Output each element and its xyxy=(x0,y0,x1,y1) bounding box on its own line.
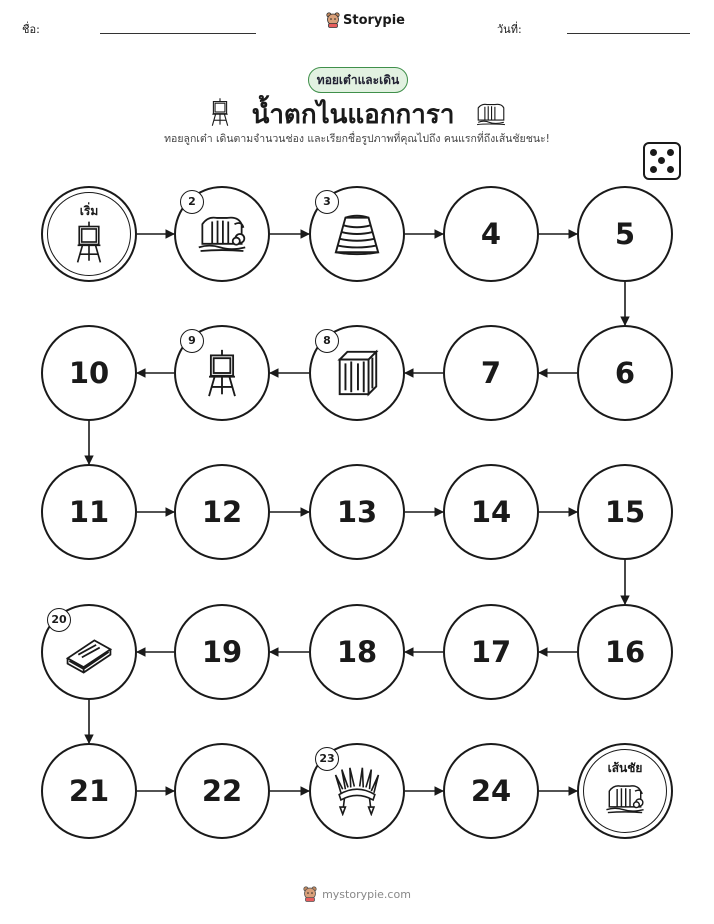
board-cell-15 xyxy=(577,464,673,560)
stone-block-icon xyxy=(332,348,382,398)
cell-number: 14 xyxy=(470,495,512,529)
board-cell-13 xyxy=(309,464,405,560)
easel-icon xyxy=(69,220,109,264)
instructions: ทอยลูกเต๋า เดินตามจำนวนช่อง และเรียกชื่อรูปภาพที่คุณไปถึง คนแรกที่ถึงเส้นชัยชนะ! xyxy=(164,133,550,145)
cell-number-badge: 2 xyxy=(180,190,204,214)
waterfall-icon xyxy=(605,777,645,821)
board-cell-24 xyxy=(443,743,539,839)
cell-number-badge: 9 xyxy=(180,329,204,353)
cell-number: 13 xyxy=(336,495,378,529)
board-cell-10 xyxy=(41,325,137,421)
board-cell-12 xyxy=(174,464,270,560)
rock-icon xyxy=(332,209,382,259)
cell-number: 21 xyxy=(68,774,110,808)
cell-number: 10 xyxy=(68,356,110,390)
board-cell-16 xyxy=(577,604,673,700)
board-cell-25 xyxy=(577,743,673,839)
cell-number: 16 xyxy=(604,635,646,669)
cell-number: 11 xyxy=(68,495,110,529)
board-cell-17 xyxy=(443,604,539,700)
easel-icon xyxy=(197,348,247,398)
board-cell-6 xyxy=(577,325,673,421)
board-cell-2 xyxy=(174,186,270,282)
footer-url: mystorypie.com xyxy=(322,887,411,901)
cell-number: 18 xyxy=(336,635,378,669)
cell-number: 22 xyxy=(201,774,243,808)
board-cell-20 xyxy=(41,604,137,700)
name-label: ชื่อ: xyxy=(22,23,40,36)
cell-number: 17 xyxy=(470,635,512,669)
cell-number-badge: 23 xyxy=(315,747,339,771)
title-text: น้ำตกไนแอกการา xyxy=(251,100,455,130)
board-cell-3 xyxy=(309,186,405,282)
cell-number-badge: 20 xyxy=(47,608,71,632)
board-cell-9 xyxy=(174,325,270,421)
date-label: วันที่: xyxy=(497,23,522,36)
cell-number-badge: 8 xyxy=(315,329,339,353)
cell-label: เริ่ม xyxy=(79,204,99,218)
board-cell-22 xyxy=(174,743,270,839)
board-cell-23 xyxy=(309,743,405,839)
cell-number: 7 xyxy=(480,356,502,390)
brand-name: Storypie xyxy=(343,12,405,28)
board-cell-8 xyxy=(309,325,405,421)
board-cell-14 xyxy=(443,464,539,560)
book-icon xyxy=(64,627,114,677)
game-type-badge: ทอยเต๋าและเดิน xyxy=(308,67,408,93)
board-cell-18 xyxy=(309,604,405,700)
waterfall-icon xyxy=(197,209,247,259)
cell-number: 19 xyxy=(201,635,243,669)
board-cell-19 xyxy=(174,604,270,700)
board-cell-4 xyxy=(443,186,539,282)
storypie-bear-icon xyxy=(303,886,317,902)
cell-number-badge: 3 xyxy=(315,190,339,214)
board-cell-5 xyxy=(577,186,673,282)
footer xyxy=(0,886,714,902)
cell-number: 4 xyxy=(480,217,502,251)
cell-number: 15 xyxy=(604,495,646,529)
cell-number: 24 xyxy=(470,774,512,808)
cell-number: 6 xyxy=(614,356,636,390)
cell-number: 12 xyxy=(201,495,243,529)
board-cell-21 xyxy=(41,743,137,839)
board-cell-1 xyxy=(41,186,137,282)
board-cell-11 xyxy=(41,464,137,560)
board-cell-7 xyxy=(443,325,539,421)
headdress-icon xyxy=(332,766,382,816)
cell-label: เส้นชัย xyxy=(607,761,643,775)
cell-number: 5 xyxy=(614,217,636,251)
